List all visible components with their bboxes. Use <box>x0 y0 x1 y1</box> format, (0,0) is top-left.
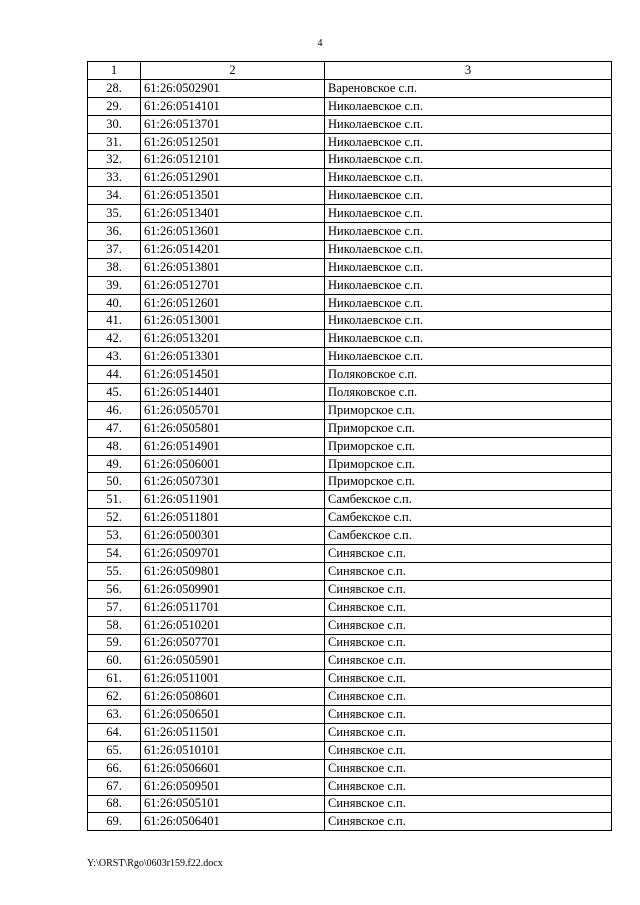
settlement-name-cell: Николаевское с.п. <box>325 205 612 223</box>
row-number-cell: 43. <box>88 348 141 366</box>
cadastral-number-cell: 61:26:0506001 <box>141 455 325 473</box>
cadastral-number-cell: 61:26:0510101 <box>141 741 325 759</box>
row-number-cell: 63. <box>88 706 141 724</box>
cadastral-number-cell: 61:26:0511801 <box>141 509 325 527</box>
row-number-cell: 64. <box>88 723 141 741</box>
row-number-cell: 48. <box>88 437 141 455</box>
table-row <box>88 813 612 831</box>
settlement-name-cell: Синявское с.п. <box>325 777 612 795</box>
cadastral-number-cell: 61:26:0513501 <box>141 187 325 205</box>
settlement-name-cell: Николаевское с.п. <box>325 133 612 151</box>
cadastral-number-cell: 61:26:0512101 <box>141 151 325 169</box>
table-row <box>88 97 612 115</box>
settlement-name-cell: Николаевское с.п. <box>325 330 612 348</box>
row-number-cell: 41. <box>88 312 141 330</box>
settlement-name-cell: Синявское с.п. <box>325 723 612 741</box>
cadastral-number-cell: 61:26:0513201 <box>141 330 325 348</box>
settlement-name-cell: Николаевское с.п. <box>325 294 612 312</box>
row-number-cell: 35. <box>88 205 141 223</box>
cadastral-number-cell: 61:26:0513801 <box>141 258 325 276</box>
row-number-cell: 58. <box>88 616 141 634</box>
cadastral-number-cell: 61:26:0509801 <box>141 562 325 580</box>
settlement-name-cell: Синявское с.п. <box>325 634 612 652</box>
row-number-cell: 47. <box>88 419 141 437</box>
row-number-cell: 44. <box>88 366 141 384</box>
table-row <box>88 634 612 652</box>
cadastral-number-cell: 61:26:0511901 <box>141 491 325 509</box>
settlement-name-cell: Синявское с.п. <box>325 545 612 563</box>
row-number-cell: 34. <box>88 187 141 205</box>
settlement-name-cell: Николаевское с.п. <box>325 276 612 294</box>
row-number-cell: 60. <box>88 652 141 670</box>
row-number-cell: 68. <box>88 795 141 813</box>
row-number-cell: 62. <box>88 688 141 706</box>
settlement-name-cell: Синявское с.п. <box>325 562 612 580</box>
settlement-name-cell: Николаевское с.п. <box>325 169 612 187</box>
table-row <box>88 545 612 563</box>
settlement-name-cell: Николаевское с.п. <box>325 115 612 133</box>
table-row <box>88 652 612 670</box>
table-row <box>88 79 612 97</box>
cadastral-number-cell: 61:26:0510201 <box>141 616 325 634</box>
settlement-name-cell: Николаевское с.п. <box>325 258 612 276</box>
settlement-name-cell: Самбекское с.п. <box>325 509 612 527</box>
settlement-name-cell: Самбекское с.п. <box>325 491 612 509</box>
table-row <box>88 527 612 545</box>
cadastral-number-cell: 61:26:0511001 <box>141 670 325 688</box>
settlement-name-cell: Приморское с.п. <box>325 419 612 437</box>
settlement-name-cell: Синявское с.п. <box>325 795 612 813</box>
table-row <box>88 187 612 205</box>
settlement-name-cell: Синявское с.п. <box>325 759 612 777</box>
column-header-cadastral-number: 2 <box>141 62 325 80</box>
table-row <box>88 759 612 777</box>
table-row <box>88 795 612 813</box>
cadastral-number-cell: 61:26:0505701 <box>141 401 325 419</box>
table-row <box>88 366 612 384</box>
row-number-cell: 57. <box>88 598 141 616</box>
settlement-name-cell: Синявское с.п. <box>325 652 612 670</box>
row-number-cell: 69. <box>88 813 141 831</box>
settlement-name-cell: Синявское с.п. <box>325 813 612 831</box>
table-row <box>88 562 612 580</box>
table-row <box>88 598 612 616</box>
row-number-cell: 52. <box>88 509 141 527</box>
table-row <box>88 312 612 330</box>
table-row <box>88 688 612 706</box>
table-row <box>88 294 612 312</box>
table-row <box>88 723 612 741</box>
settlement-name-cell: Синявское с.п. <box>325 670 612 688</box>
cadastral-number-cell: 61:26:0514401 <box>141 384 325 402</box>
row-number-cell: 55. <box>88 562 141 580</box>
settlement-name-cell: Синявское с.п. <box>325 580 612 598</box>
cadastral-number-cell: 61:26:0506501 <box>141 706 325 724</box>
cadastral-number-cell: 61:26:0509701 <box>141 545 325 563</box>
settlement-name-cell: Николаевское с.п. <box>325 151 612 169</box>
table-row <box>88 384 612 402</box>
cadastral-number-cell: 61:26:0514101 <box>141 97 325 115</box>
table-row <box>88 777 612 795</box>
cadastral-number-cell: 61:26:0512601 <box>141 294 325 312</box>
row-number-cell: 38. <box>88 258 141 276</box>
row-number-cell: 67. <box>88 777 141 795</box>
cadastral-number-cell: 61:26:0514501 <box>141 366 325 384</box>
row-number-cell: 39. <box>88 276 141 294</box>
cadastral-number-cell: 61:26:0513601 <box>141 223 325 241</box>
row-number-cell: 40. <box>88 294 141 312</box>
settlement-name-cell: Самбекское с.п. <box>325 527 612 545</box>
table-header-row <box>88 62 612 80</box>
table-row <box>88 509 612 527</box>
settlement-name-cell: Приморское с.п. <box>325 473 612 491</box>
row-number-cell: 36. <box>88 223 141 241</box>
settlement-name-cell: Николаевское с.п. <box>325 97 612 115</box>
row-number-cell: 53. <box>88 527 141 545</box>
row-number-cell: 45. <box>88 384 141 402</box>
cadastral-number-cell: 61:26:0513401 <box>141 205 325 223</box>
cadastral-number-cell: 61:26:0506601 <box>141 759 325 777</box>
cadastral-number-cell: 61:26:0505901 <box>141 652 325 670</box>
cadastral-number-cell: 61:26:0511701 <box>141 598 325 616</box>
settlement-name-cell: Синявское с.п. <box>325 706 612 724</box>
settlement-name-cell: Синявское с.п. <box>325 616 612 634</box>
table-row <box>88 616 612 634</box>
row-number-cell: 32. <box>88 151 141 169</box>
cadastral-number-cell: 61:26:0500301 <box>141 527 325 545</box>
cadastral-number-cell: 61:26:0514901 <box>141 437 325 455</box>
table-row <box>88 258 612 276</box>
cadastral-number-cell: 61:26:0513001 <box>141 312 325 330</box>
table-row <box>88 419 612 437</box>
row-number-cell: 46. <box>88 401 141 419</box>
settlement-name-cell: Николаевское с.п. <box>325 240 612 258</box>
cadastral-number-cell: 61:26:0507301 <box>141 473 325 491</box>
cadastral-number-cell: 61:26:0505801 <box>141 419 325 437</box>
row-number-cell: 54. <box>88 545 141 563</box>
settlement-name-cell: Николаевское с.п. <box>325 348 612 366</box>
table-row <box>88 169 612 187</box>
table-row <box>88 151 612 169</box>
row-number-cell: 31. <box>88 133 141 151</box>
table-row <box>88 330 612 348</box>
table-row <box>88 401 612 419</box>
cadastral-number-cell: 61:26:0509901 <box>141 580 325 598</box>
cadastral-number-cell: 61:26:0507701 <box>141 634 325 652</box>
row-number-cell: 37. <box>88 240 141 258</box>
table-row <box>88 240 612 258</box>
settlement-name-cell: Николаевское с.п. <box>325 223 612 241</box>
table-row <box>88 455 612 473</box>
row-number-cell: 49. <box>88 455 141 473</box>
settlement-name-cell: Приморское с.п. <box>325 437 612 455</box>
row-number-cell: 66. <box>88 759 141 777</box>
cadastral-number-cell: 61:26:0506401 <box>141 813 325 831</box>
table-row <box>88 205 612 223</box>
table-row <box>88 670 612 688</box>
cadastral-number-cell: 61:26:0512901 <box>141 169 325 187</box>
row-number-cell: 29. <box>88 97 141 115</box>
row-number-cell: 28. <box>88 79 141 97</box>
table-row <box>88 437 612 455</box>
page-number: 4 <box>317 38 323 49</box>
row-number-cell: 51. <box>88 491 141 509</box>
document-file-path: Y:\ORST\Rgo\0603r159.f22.docx <box>87 858 223 869</box>
cadastral-number-cell: 61:26:0511501 <box>141 723 325 741</box>
table-row <box>88 133 612 151</box>
column-header-number: 1 <box>88 62 141 80</box>
row-number-cell: 61. <box>88 670 141 688</box>
cadastral-number-cell: 61:26:0514201 <box>141 240 325 258</box>
row-number-cell: 50. <box>88 473 141 491</box>
table-row <box>88 276 612 294</box>
cadastral-number-cell: 61:26:0512501 <box>141 133 325 151</box>
table-row <box>88 223 612 241</box>
row-number-cell: 56. <box>88 580 141 598</box>
column-header-settlement: 3 <box>325 62 612 80</box>
row-number-cell: 33. <box>88 169 141 187</box>
table-row <box>88 491 612 509</box>
settlement-name-cell: Поляковское с.п. <box>325 366 612 384</box>
settlement-name-cell: Синявское с.п. <box>325 688 612 706</box>
settlement-name-cell: Приморское с.п. <box>325 455 612 473</box>
settlement-name-cell: Николаевское с.п. <box>325 312 612 330</box>
cadastral-number-cell: 61:26:0513701 <box>141 115 325 133</box>
cadastral-number-cell: 61:26:0502901 <box>141 79 325 97</box>
cadastral-number-cell: 61:26:0508601 <box>141 688 325 706</box>
settlement-name-cell: Вареновское с.п. <box>325 79 612 97</box>
table-row <box>88 473 612 491</box>
cadastral-number-cell: 61:26:0505101 <box>141 795 325 813</box>
cadastral-number-cell: 61:26:0509501 <box>141 777 325 795</box>
settlement-name-cell: Поляковское с.п. <box>325 384 612 402</box>
settlement-name-cell: Синявское с.п. <box>325 741 612 759</box>
table-body <box>88 79 612 830</box>
cadastral-quarters-table <box>87 61 612 831</box>
table-row <box>88 706 612 724</box>
table-row <box>88 741 612 759</box>
row-number-cell: 30. <box>88 115 141 133</box>
row-number-cell: 42. <box>88 330 141 348</box>
table-row <box>88 115 612 133</box>
settlement-name-cell: Синявское с.п. <box>325 598 612 616</box>
settlement-name-cell: Приморское с.п. <box>325 401 612 419</box>
table-row <box>88 580 612 598</box>
cadastral-number-cell: 61:26:0512701 <box>141 276 325 294</box>
row-number-cell: 65. <box>88 741 141 759</box>
row-number-cell: 59. <box>88 634 141 652</box>
table-row <box>88 348 612 366</box>
settlement-name-cell: Николаевское с.п. <box>325 187 612 205</box>
cadastral-number-cell: 61:26:0513301 <box>141 348 325 366</box>
